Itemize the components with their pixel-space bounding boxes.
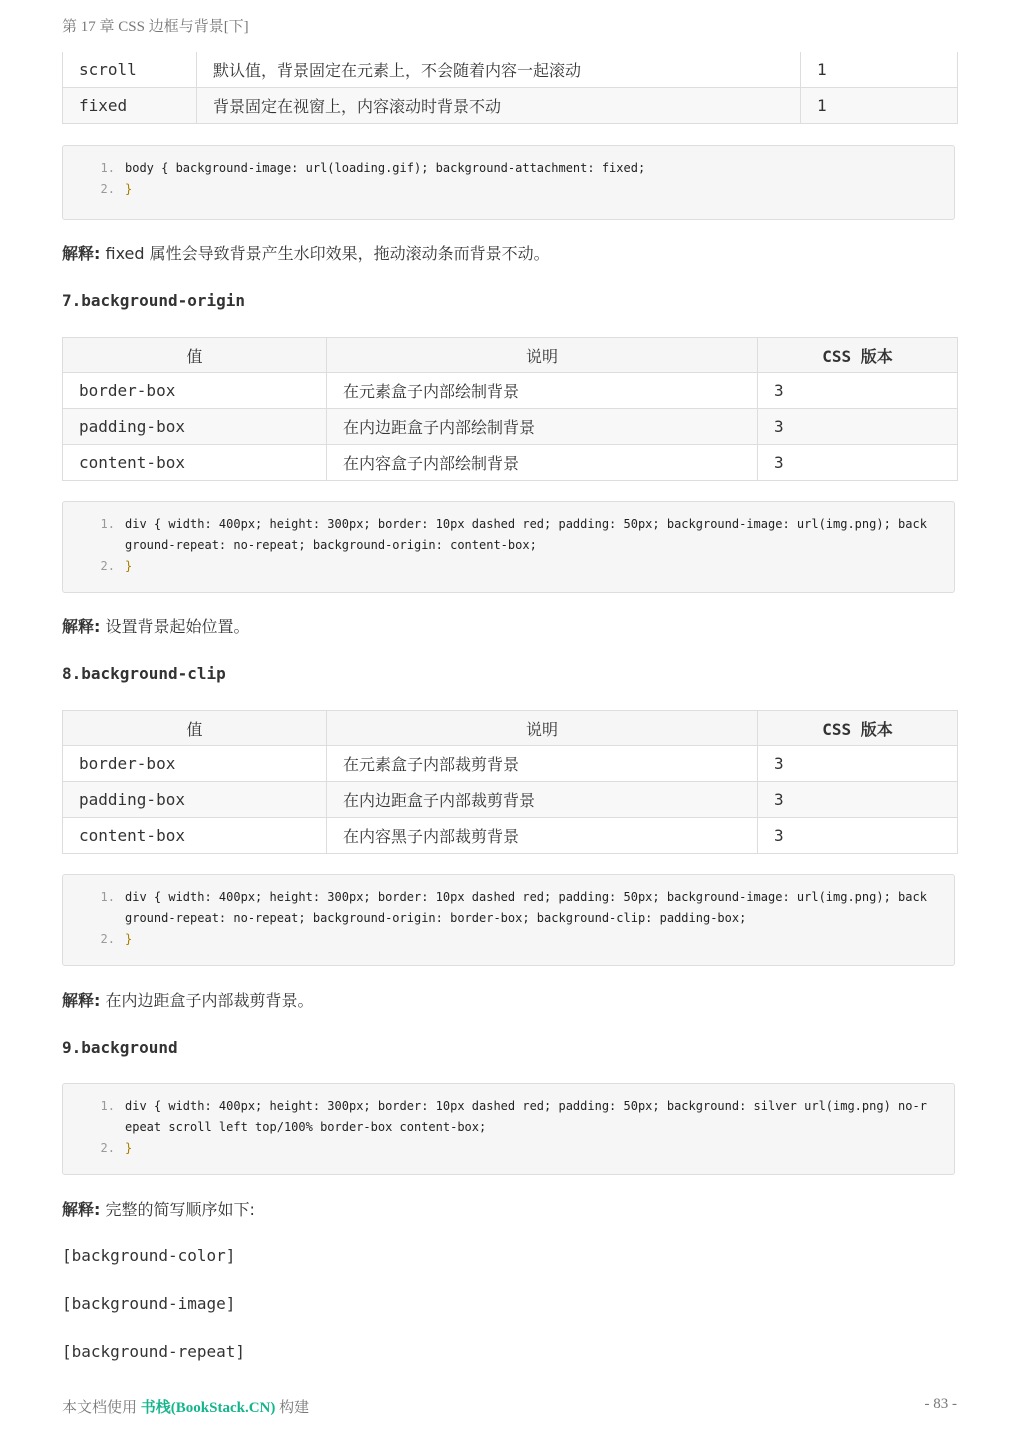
explanation-text: fixed 属性会导致背景产生水印效果，拖动滚动条而背景不动。	[105, 244, 550, 263]
code-text: }	[125, 1141, 133, 1155]
table-row	[63, 88, 958, 124]
table-cell-version: 3	[758, 445, 958, 481]
line-number: 1.	[100, 161, 115, 175]
table-cell-desc: 在内容黑子内部裁剪背景	[327, 818, 758, 854]
table-cell-desc: 在元素盒子内部绘制背景	[327, 373, 758, 409]
explanation	[62, 614, 250, 637]
table-row	[63, 373, 958, 409]
table-cell-value: fixed	[63, 88, 197, 124]
table-cell-version: 1	[801, 52, 958, 88]
clip-table	[62, 710, 957, 854]
code-block	[62, 1083, 955, 1175]
table-cell-version: 3	[758, 782, 958, 818]
table-cell-desc: 默认值，背景固定在元素上，不会随着内容一起滚动	[197, 52, 801, 88]
section-heading: 9.background	[62, 1038, 178, 1057]
table-row	[63, 52, 958, 88]
table-cell-version: 3	[758, 373, 958, 409]
table-cell-value: border-box	[63, 373, 327, 409]
line-number: 1.	[100, 1099, 115, 1113]
line-number: 2.	[100, 559, 115, 573]
order-item: [background-color]	[62, 1246, 236, 1265]
code-line	[63, 556, 934, 577]
code-text: }	[125, 932, 133, 946]
code-text: }	[125, 559, 133, 573]
table-row	[63, 782, 958, 818]
section-heading: 8.background-clip	[62, 664, 226, 683]
line-number: 2.	[100, 932, 115, 946]
code-text: body { background-image: url(loading.gif); background-attachment: fixed;	[125, 161, 646, 175]
page-header: 第 17 章 CSS 边框与背景[下]	[62, 19, 249, 35]
table-cell-version: 3	[758, 409, 958, 445]
table-cell-desc: 在元素盒子内部裁剪背景	[327, 746, 758, 782]
line-number: 1.	[100, 517, 115, 531]
table-cell-value: scroll	[63, 52, 197, 88]
explanation-label: 解释:	[62, 617, 101, 636]
explanation	[62, 1197, 255, 1220]
table-cell-version: 3	[758, 746, 958, 782]
page-number: - 83 -	[924, 1396, 957, 1412]
table-header-row	[63, 338, 958, 373]
column-header: 说明	[327, 338, 758, 373]
column-header: CSS 版本	[758, 711, 958, 746]
line-number: 2.	[100, 1141, 115, 1155]
explanation-label: 解释:	[62, 244, 101, 263]
footer-prefix: 本文档使用	[62, 1400, 138, 1416]
attachment-table	[62, 52, 957, 124]
code-block	[62, 874, 955, 966]
code-line	[63, 514, 934, 556]
code-block	[62, 145, 955, 220]
table-row	[63, 409, 958, 445]
section-heading: 7.background-origin	[62, 291, 246, 310]
code-text: div { width: 400px; height: 300px; border: 10px dashed red; padding: 50px; background-image: url(img.png); background-repeat: no-repeat; background-origin: content-box;	[125, 517, 927, 552]
footer-brand-link[interactable]: 书栈(BookStack.CN)	[140, 1400, 276, 1416]
table-row	[63, 445, 958, 481]
page-footer	[62, 1396, 309, 1417]
explanation-text: 设置背景起始位置。	[105, 617, 250, 636]
explanation-label: 解释:	[62, 1200, 101, 1219]
table-row	[63, 818, 958, 854]
table-cell-desc: 在内容盒子内部绘制背景	[327, 445, 758, 481]
order-item: [background-repeat]	[62, 1342, 246, 1361]
table-cell-value: content-box	[63, 445, 327, 481]
table-cell-desc: 在内边距盒子内部绘制背景	[327, 409, 758, 445]
footer-suffix: 构建	[279, 1400, 310, 1416]
origin-table	[62, 337, 957, 481]
table-cell-value: padding-box	[63, 409, 327, 445]
column-header: 值	[63, 338, 327, 373]
explanation-text: 完整的简写顺序如下:	[105, 1200, 255, 1219]
line-number: 2.	[100, 182, 115, 196]
column-header: 说明	[327, 711, 758, 746]
code-line	[63, 1096, 934, 1138]
code-line	[63, 179, 934, 200]
explanation	[62, 988, 314, 1011]
column-header: 值	[63, 711, 327, 746]
explanation-text: 在内边距盒子内部裁剪背景。	[105, 991, 314, 1010]
code-line	[63, 158, 934, 179]
code-text: }	[125, 182, 133, 196]
code-line	[63, 929, 934, 950]
table-cell-version: 1	[801, 88, 958, 124]
explanation-label: 解释:	[62, 991, 101, 1010]
table-cell-value: border-box	[63, 746, 327, 782]
table-cell-value: padding-box	[63, 782, 327, 818]
table-cell-desc: 背景固定在视窗上，内容滚动时背景不动	[197, 88, 801, 124]
code-text: div { width: 400px; height: 300px; border: 10px dashed red; padding: 50px; background: silver url(img.png) no-repeat scroll left top/100% border-box content-box;	[125, 1099, 927, 1134]
explanation	[62, 241, 550, 264]
table-cell-version: 3	[758, 818, 958, 854]
table-header-row	[63, 711, 958, 746]
order-item: [background-image]	[62, 1294, 236, 1313]
code-line	[63, 1138, 934, 1159]
code-block	[62, 501, 955, 593]
code-line	[63, 887, 934, 929]
table-row	[63, 746, 958, 782]
line-number: 1.	[100, 890, 115, 904]
table-cell-value: content-box	[63, 818, 327, 854]
code-text: div { width: 400px; height: 300px; border: 10px dashed red; padding: 50px; background-image: url(img.png); background-repeat: no-repeat; background-origin: border-box; background-clip: padding-box;	[125, 890, 927, 925]
column-header: CSS 版本	[758, 338, 958, 373]
table-cell-desc: 在内边距盒子内部裁剪背景	[327, 782, 758, 818]
